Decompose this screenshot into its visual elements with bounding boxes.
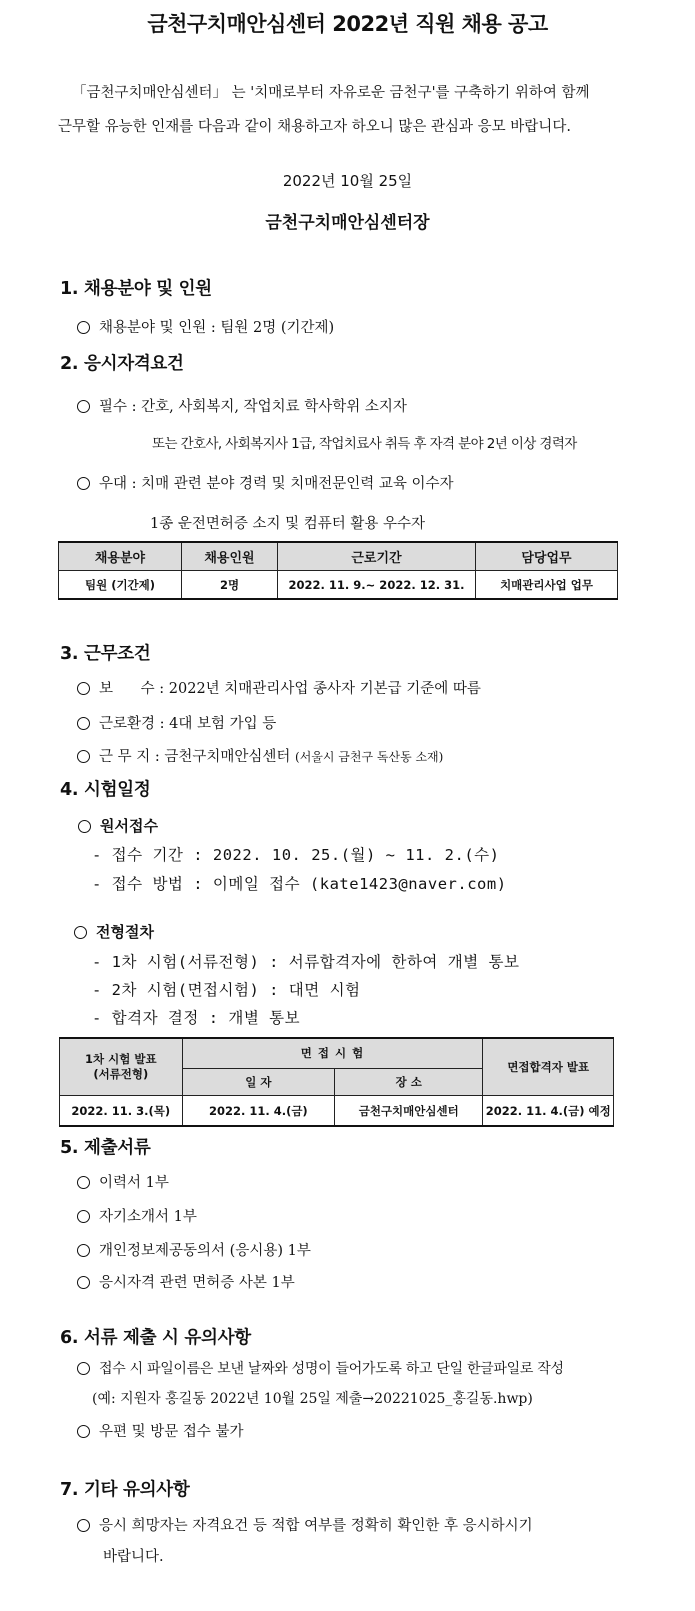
table-header: 채용분야 [59, 542, 182, 571]
section-2-heading: 2. 응시자격요건 [60, 354, 184, 374]
circle-bullet-icon [77, 477, 90, 490]
table-header-date: 일 자 [182, 1068, 334, 1095]
table-header-first-exam: 1차 시험 발표 (서류전형) [60, 1038, 183, 1096]
table-cell: 팀원 (기간제) [59, 571, 182, 600]
s3-item-location: 근 무 지 : 금천구치매안심센터 (서울시 금천구 독산동 소재) [77, 745, 443, 766]
s6-item-1: 접수 시 파일이름은 보낸 날짜와 성명이 들어가도록 하고 단일 한글파일로 작성 [77, 1358, 564, 1378]
circle-bullet-icon [77, 1425, 90, 1438]
table-header-result: 면접합격자 발표 [483, 1038, 614, 1096]
recruitment-table [58, 541, 618, 600]
table-header: 근로기간 [278, 542, 476, 571]
s5-item-3: 개인정보제공동의서 (응시용) 1부 [77, 1239, 311, 1260]
circle-bullet-icon [77, 400, 90, 413]
table-cell: 치매관리사업 업무 [476, 571, 618, 600]
circle-bullet-icon [77, 1210, 90, 1223]
s4-application-period: - 접수 기간 : 2022. 10. 25.(월) ~ 11. 2.(수) [92, 846, 500, 864]
table-cell: 2022. 11. 9.~ 2022. 12. 31. [278, 571, 476, 600]
circle-bullet-icon [77, 1276, 90, 1289]
s5-item-1: 이력서 1부 [77, 1171, 169, 1192]
intro-line-1: 「금천구치매안심센터」 는 '치매로부터 자유로운 금천구'를 구축하기 위하여 함께 [72, 85, 590, 101]
s4-sub-application: 원서접수 [78, 815, 158, 836]
circle-bullet-icon [77, 1519, 90, 1532]
circle-bullet-icon [77, 321, 90, 334]
table-header-row [60, 1038, 614, 1068]
section-7-heading: 7. 기타 유의사항 [60, 1480, 190, 1500]
table-header-place: 장 소 [335, 1068, 483, 1095]
s6-item-1-example: (예: 지원자 홍길동 2022년 10월 25일 제출→20221025_홍길동.hwp) [92, 1391, 533, 1407]
circle-bullet-icon [74, 926, 87, 939]
circle-bullet-icon [77, 1176, 90, 1189]
s2-item-required-cont: 또는 간호사, 사회복지사 1급, 작업치료사 취득 후 자격 분야 2년 이상 경력자 [152, 436, 577, 452]
section-4-heading: 4. 시험일정 [60, 780, 151, 800]
section-6-heading: 6. 서류 제출 시 유의사항 [60, 1328, 251, 1348]
table-cell: 금천구치매안심센터 [335, 1096, 483, 1127]
table-cell: 2022. 11. 3.(목) [60, 1096, 183, 1127]
circle-bullet-icon [78, 820, 91, 833]
table-header-interview: 면 접 시 험 [182, 1038, 483, 1068]
s4-process-step-2: - 2차 시험(면접시험) : 대면 시험 [92, 981, 361, 999]
circle-bullet-icon [77, 682, 90, 695]
s5-item-2: 자기소개서 1부 [77, 1205, 197, 1226]
intro-line-2: 근무할 유능한 인재를 다음과 같이 채용하고자 하오니 많은 관심과 응모 바랍니다. [58, 119, 571, 135]
table-row [59, 571, 618, 600]
table-cell: 2022. 11. 4.(금) [182, 1096, 334, 1127]
s4-application-method: - 접수 방법 : 이메일 접수 (kate1423@naver.com) [92, 875, 507, 893]
circle-bullet-icon [77, 1244, 90, 1257]
s7-item-1: 응시 희망자는 자격요건 등 적합 여부를 정확히 확인한 후 응시하시기 [77, 1514, 533, 1535]
s2-item-required: 필수 : 간호, 사회복지, 작업치료 학사학위 소지자 [77, 395, 407, 416]
table-cell: 2022. 11. 4.(금) 예정 [483, 1096, 614, 1127]
table-row [60, 1096, 614, 1127]
s4-process-step-1: - 1차 시험(서류전형) : 서류합격자에 한하여 개별 통보 [92, 953, 520, 971]
circle-bullet-icon [77, 1362, 90, 1375]
table-header: 채용인원 [182, 542, 278, 571]
s4-process-step-3: - 합격자 결정 : 개별 통보 [92, 1009, 301, 1027]
s2-item-preferred: 우대 : 치매 관련 분야 경력 및 치매전문인력 교육 이수자 [77, 472, 454, 493]
s6-item-2: 우편 및 방문 접수 불가 [77, 1420, 244, 1441]
s2-item-preferred-cont: 1종 운전면허증 소지 및 컴퓨터 활용 우수자 [150, 516, 425, 532]
section-5-heading: 5. 제출서류 [60, 1138, 151, 1158]
table-header: 담당업무 [476, 542, 618, 571]
s3-item-environment: 근로환경 : 4대 보험 가입 등 [77, 712, 276, 733]
organization-head: 금천구치매안심센터장 [265, 213, 430, 233]
s4-sub-process: 전형절차 [74, 921, 154, 942]
s1-item-1: 채용분야 및 인원 : 팀원 2명 (기간제) [77, 316, 334, 337]
circle-bullet-icon [77, 750, 90, 763]
section-3-heading: 3. 근무조건 [60, 644, 151, 664]
table-header-row [59, 542, 618, 571]
table-cell: 2명 [182, 571, 278, 600]
page-title: 금천구치매안심센터 2022년 직원 채용 공고 [147, 12, 548, 36]
s5-item-4: 응시자격 관련 면허증 사본 1부 [77, 1271, 295, 1292]
s3-item-pay: 보 수 : 2022년 치매관리사업 종사자 기본급 기준에 따름 [77, 677, 481, 698]
s7-item-1-cont: 바랍니다. [103, 1549, 164, 1565]
exam-schedule-table [59, 1037, 614, 1127]
section-1-heading: 1. 채용분야 및 인원 [60, 279, 212, 299]
circle-bullet-icon [77, 717, 90, 730]
notice-date: 2022년 10월 25일 [282, 172, 413, 190]
